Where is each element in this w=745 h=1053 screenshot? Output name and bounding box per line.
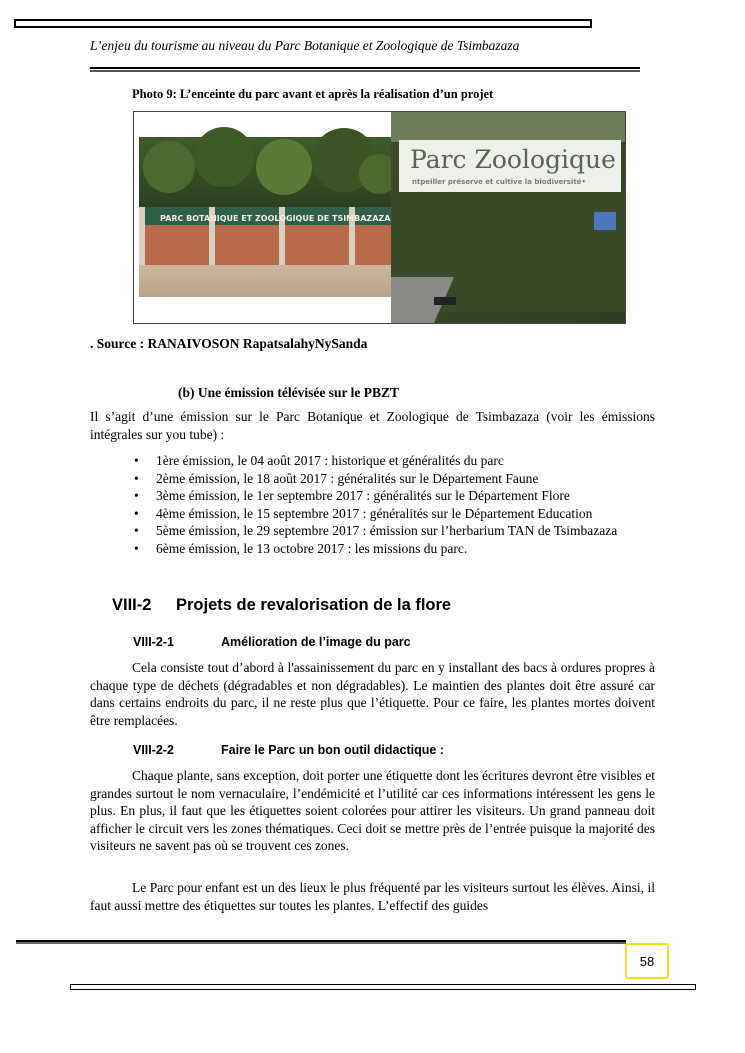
- list-item: • 3ème émission, le 1er septembre 2017 : généralités sur le Département Flore: [132, 487, 655, 505]
- sign-subtitle-after: ntpeiller préserve et cultive la biodiversité•: [412, 178, 586, 186]
- subsection-heading-viii-2-2: [133, 743, 444, 757]
- section-number: VIII-2: [112, 596, 152, 614]
- subsection-title: Amélioration de l’image du parc: [221, 635, 411, 649]
- page-number: 58: [625, 943, 669, 979]
- photo-composite: [134, 112, 625, 323]
- figure-source: . Source : RANAIVOSON RapatsalahyNySanda: [90, 336, 368, 351]
- sign-text-after: Parc Zoologique: [410, 145, 616, 174]
- subsection-heading-viii-2-1: [133, 635, 411, 649]
- paragraph-viii-2-2-b: Le Parc pour enfant est un des lieux le plus fréquenté par les visiteurs surtout les élèves. Ainsi, il faut aussi mettre des étiquettes sur toutes les plantes. L’effectif des guides: [90, 880, 655, 913]
- list-item: • 2ème émission, le 18 août 2017 : généralités sur le Département Faune: [132, 470, 655, 488]
- sign-text-before: PARC BOTANIQUE ET ZOOLOGIQUE DE TSIMBAZAZA: [160, 214, 391, 223]
- photo-after: [391, 112, 625, 323]
- subsection-title: Faire le Parc un bon outil didactique :: [221, 743, 444, 757]
- footer-rule-bottom: [70, 984, 696, 990]
- section-heading-viii-2: [112, 596, 451, 615]
- list-item: • 4ème émission, le 15 septembre 2017 : généralités sur le Département Education: [132, 505, 655, 523]
- subsection-heading-b: (b) Une émission télévisée sur le PBZT: [178, 385, 399, 400]
- list-item: • 5ème émission, le 29 septembre 2017 : émission sur l’herbarium TAN de Tsimbazaza: [132, 522, 655, 540]
- header-rule: [90, 67, 640, 69]
- top-border-bar: [14, 19, 592, 28]
- figure-caption: Photo 9: L’enceinte du parc avant et après la réalisation d’un projet: [132, 87, 494, 101]
- list-item: • 1ère émission, le 04 août 2017 : historique et généralités du parc: [132, 452, 655, 470]
- running-header: L’enjeu du tourisme au niveau du Parc Botanique et Zoologique de Tsimbazaza: [90, 38, 520, 53]
- photo-figure: [133, 111, 626, 324]
- episode-list: [132, 452, 655, 557]
- paragraph-intro: Il s’agit d’une émission sur le Parc Botanique et Zoologique de Tsimbazaza (voir les émissions intégrales sur you tube) :: [90, 409, 655, 442]
- list-item: • 6ème émission, le 13 octobre 2017 : les missions du parc.: [132, 540, 655, 558]
- subsection-number: VIII-2-1: [133, 635, 174, 649]
- subsection-number: VIII-2-2: [133, 743, 174, 757]
- paragraph-viii-2-2-a: Chaque plante, sans exception, doit porter une étiquette dont les écritures devront être visibles et grandes surtout le nom vernaculaire, l’endémicité et l’utilité car ces informations intéressent les gens le plus. En plus, il faut que les étiquettes soient colorées pour attirer les visiteurs. Un grand panneau doit afficher le circuit vers les zones thématiques. Ceci doit se mettre près de l’entrée puisque la majorité des visiteurs ne savent pas où se trouvent ces zones.: [90, 768, 655, 853]
- paragraph-viii-2-1: Cela consiste tout d’abord à l'assainissement du parc en y installant des bacs à ordures propres à chaque type de déchets (dégradables et non dégradables). Le maintien des plantes doit être assuré car dans certains endroits du parc, il ne reste plus que l’étiquette. Pour ce faire, les plantes mortes doivent être remplacées.: [90, 660, 655, 728]
- photo-before: [139, 127, 399, 297]
- footer-rule-top: [16, 940, 626, 942]
- section-title: Projets de revalorisation de la flore: [176, 596, 452, 614]
